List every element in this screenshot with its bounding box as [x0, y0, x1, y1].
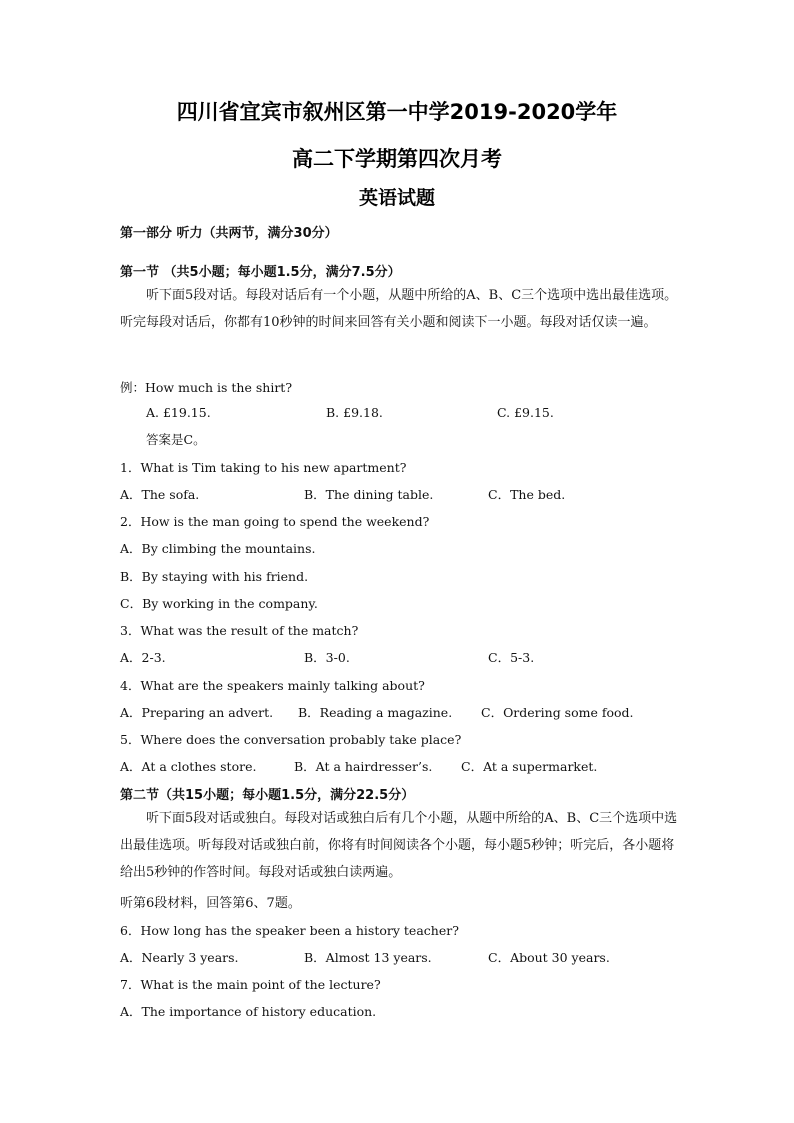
part1-heading: 第一部分 听力（共两节，满分30分）: [120, 226, 338, 241]
exam-title-exam: 高二下学期第四次月考: [292, 147, 502, 171]
q2-option-b: B．By staying with his friend.: [120, 569, 309, 584]
q1-option-a: A．The sofa.: [120, 487, 200, 502]
q4-option-b: B．Reading a magazine.: [298, 705, 453, 720]
section2-heading: 第二节（共15小题；每小题1.5分，满分22.5分）: [120, 788, 415, 803]
exam-title-subject: 英语试题: [358, 187, 435, 209]
example-question: 例：How much is the shirt?: [120, 380, 293, 395]
q2-option-a: A．By climbing the mountains.: [120, 541, 316, 556]
question-5: 5．Where does the conversation probably take place?: [120, 732, 462, 747]
example-option-b: B. £9.18.: [326, 405, 383, 420]
q4-option-c: C．Ordering some food.: [481, 705, 634, 720]
question-4: 4．What are the speakers mainly talking about?: [120, 678, 425, 693]
q2-option-c: C．By working in the company.: [120, 596, 318, 611]
q4-option-a: A．Preparing an advert.: [120, 705, 274, 720]
question-6: 6．How long has the speaker been a history teacher?: [120, 923, 459, 938]
question-2: 2．How is the man going to spend the weekend?: [120, 514, 430, 529]
q5-option-a: A．At a clothes store.: [120, 759, 257, 774]
question-7: 7．What is the main point of the lecture?: [120, 977, 381, 992]
section1-instructions: 听下面5段对话。每段对话后有一个小题，从题中所给的A、B、C三个选项中选出最佳选项。听完每段对话后，你都有10秒钟的时间来回答有关小题和阅读下一小题。每段对话仅读一遍。: [120, 288, 678, 330]
q6-option-c: C．About 30 years.: [488, 950, 610, 965]
q5-option-c: C．At a supermarket.: [461, 759, 598, 774]
question-1: 1．What is Tim taking to his new apartment?: [120, 460, 407, 475]
q7-option-a: A．The importance of history education.: [120, 1004, 377, 1019]
q3-option-b: B．3-0.: [304, 650, 350, 665]
example-answer: 答案是C。: [146, 432, 206, 447]
section2-instructions: 听下面5段对话或独白。每段对话或独白后有几个小题，从题中所给的A、B、C三个选项中选出最佳选项。听每段对话或独白前，你将有时间阅读各个小题，每小题5秒钟；听完后，各小题将给出5秒钟的作答时间。每段对话或独白读两遍。: [120, 811, 678, 880]
exam-title-school: 四川省宜宾市叙州区第一中学2019-2020学年: [176, 100, 618, 124]
q5-option-b: B．At a hairdresser’s.: [294, 759, 433, 774]
q3-option-c: C．5-3.: [488, 650, 535, 665]
q6-option-b: B．Almost 13 years.: [304, 950, 432, 965]
question-3: 3．What was the result of the match?: [120, 623, 359, 638]
example-option-a: A. £19.15.: [146, 405, 211, 420]
q6-option-a: A．Nearly 3 years.: [120, 950, 239, 965]
q1-option-c: C．The bed.: [488, 487, 566, 502]
section1-heading: 第一节 （共5小题；每小题1.5分，满分7.5分）: [120, 265, 401, 280]
q3-option-a: A．2-3.: [120, 650, 166, 665]
example-option-c: C. £9.15.: [497, 405, 554, 420]
material-note: 听第6段材料，回答第6、7题。: [120, 896, 301, 911]
q1-option-b: B．The dining table.: [304, 487, 434, 502]
